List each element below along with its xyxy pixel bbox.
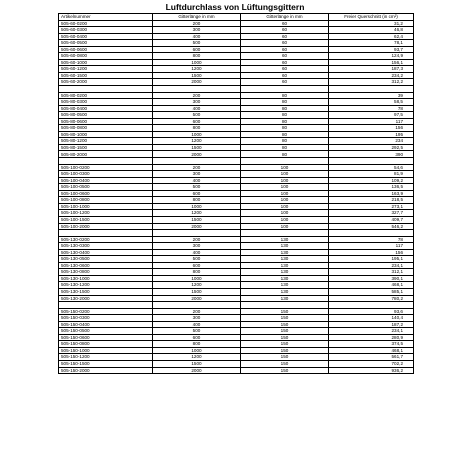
cell-grid-width: 80 bbox=[241, 131, 329, 138]
cell-grid-width: 130 bbox=[241, 262, 329, 269]
cell-grid-width: 150 bbox=[241, 354, 329, 361]
cell-free-cross-section: 31,2 bbox=[329, 20, 414, 27]
cell-grid-width: 80 bbox=[241, 92, 329, 99]
page-title: Luftdurchlass von Lüftungsgittern bbox=[165, 2, 305, 12]
cell-grid-width: 100 bbox=[241, 171, 329, 178]
cell-grid-length: 200 bbox=[153, 308, 241, 315]
cell-grid-length: 200 bbox=[153, 92, 241, 99]
cell-grid-width: 60 bbox=[241, 72, 329, 79]
cell-grid-length: 1200 bbox=[153, 282, 241, 289]
cell-free-cross-section: 156 bbox=[329, 249, 414, 256]
cell-grid-width: 80 bbox=[241, 138, 329, 145]
cell-article-number: 505-100-0400 bbox=[59, 177, 153, 184]
cell-free-cross-section: 163,9 bbox=[329, 190, 414, 197]
cell-free-cross-section: 546,2 bbox=[329, 223, 414, 230]
cell-grid-length: 1500 bbox=[153, 144, 241, 151]
cell-free-cross-section: 312,1 bbox=[329, 269, 414, 276]
cell-grid-width: 100 bbox=[241, 190, 329, 197]
cell-article-number: 505-100-1000 bbox=[59, 203, 153, 210]
cell-grid-width: 150 bbox=[241, 328, 329, 335]
cell-grid-length: 600 bbox=[153, 262, 241, 269]
cell-article-number: 505-130-0300 bbox=[59, 243, 153, 250]
cell-grid-width: 100 bbox=[241, 216, 329, 223]
cell-article-number: 505-130-0800 bbox=[59, 269, 153, 276]
cell-article-number: 505-130-1200 bbox=[59, 282, 153, 289]
cell-free-cross-section: 468,1 bbox=[329, 347, 414, 354]
cell-article-number: 505-130-1500 bbox=[59, 288, 153, 295]
cell-grid-width: 150 bbox=[241, 315, 329, 322]
cell-grid-width: 60 bbox=[241, 46, 329, 53]
cell-grid-length: 800 bbox=[153, 269, 241, 276]
cell-article-number: 505-60-0200 bbox=[59, 20, 153, 27]
cell-free-cross-section: 93,7 bbox=[329, 46, 414, 53]
cell-grid-width: 130 bbox=[241, 236, 329, 243]
cell-free-cross-section: 234,1 bbox=[329, 262, 414, 269]
cell-grid-width: 130 bbox=[241, 275, 329, 282]
cell-grid-length: 1500 bbox=[153, 288, 241, 295]
cell-free-cross-section: 156,1 bbox=[329, 59, 414, 66]
cell-grid-length: 1500 bbox=[153, 72, 241, 79]
cell-free-cross-section: 218,5 bbox=[329, 197, 414, 204]
cell-grid-length: 1000 bbox=[153, 203, 241, 210]
cell-grid-length: 2000 bbox=[153, 151, 241, 158]
cell-article-number: 505-60-0600 bbox=[59, 46, 153, 53]
cell-free-cross-section: 195,1 bbox=[329, 256, 414, 263]
cell-article-number: 505-60-1000 bbox=[59, 59, 153, 66]
cell-free-cross-section: 234 bbox=[329, 138, 414, 145]
cell-article-number: 505-60-0500 bbox=[59, 40, 153, 47]
cell-free-cross-section: 187,2 bbox=[329, 321, 414, 328]
cell-article-number: 505-60-1200 bbox=[59, 66, 153, 73]
cell-free-cross-section: 117 bbox=[329, 118, 414, 125]
cell-grid-length: 300 bbox=[153, 315, 241, 322]
cell-free-cross-section: 39 bbox=[329, 92, 414, 99]
cell-free-cross-section: 195 bbox=[329, 131, 414, 138]
cell-article-number: 505-130-1000 bbox=[59, 275, 153, 282]
cell-grid-width: 80 bbox=[241, 105, 329, 112]
cell-free-cross-section: 109,2 bbox=[329, 177, 414, 184]
cell-grid-width: 60 bbox=[241, 27, 329, 34]
cell-grid-length: 2000 bbox=[153, 295, 241, 302]
airflow-table bbox=[58, 13, 414, 374]
cell-grid-length: 2000 bbox=[153, 79, 241, 86]
cell-free-cross-section: 54,6 bbox=[329, 164, 414, 171]
cell-free-cross-section: 312,2 bbox=[329, 79, 414, 86]
cell-article-number: 505-60-1500 bbox=[59, 72, 153, 79]
table-row bbox=[59, 367, 414, 374]
cell-article-number: 505-150-2000 bbox=[59, 367, 153, 374]
cell-free-cross-section: 702,2 bbox=[329, 360, 414, 367]
cell-free-cross-section: 81,9 bbox=[329, 171, 414, 178]
header-grid-length-2: Gitterlänge in mm bbox=[241, 14, 329, 21]
cell-article-number: 505-80-0300 bbox=[59, 99, 153, 106]
table-body bbox=[59, 20, 414, 374]
cell-article-number: 505-60-0800 bbox=[59, 53, 153, 60]
cell-free-cross-section: 97,5 bbox=[329, 112, 414, 119]
cell-article-number: 505-150-0400 bbox=[59, 321, 153, 328]
cell-grid-width: 80 bbox=[241, 112, 329, 119]
cell-grid-length: 400 bbox=[153, 177, 241, 184]
cell-free-cross-section: 234,2 bbox=[329, 72, 414, 79]
cell-grid-width: 100 bbox=[241, 203, 329, 210]
cell-free-cross-section: 280,9 bbox=[329, 334, 414, 341]
cell-grid-width: 60 bbox=[241, 33, 329, 40]
cell-free-cross-section: 140,4 bbox=[329, 315, 414, 322]
cell-grid-length: 200 bbox=[153, 236, 241, 243]
cell-article-number: 505-80-1200 bbox=[59, 138, 153, 145]
cell-article-number: 505-60-0400 bbox=[59, 33, 153, 40]
cell-article-number: 505-150-0200 bbox=[59, 308, 153, 315]
cell-grid-length: 300 bbox=[153, 27, 241, 34]
cell-free-cross-section: 93,6 bbox=[329, 308, 414, 315]
cell-grid-width: 100 bbox=[241, 223, 329, 230]
cell-grid-length: 500 bbox=[153, 184, 241, 191]
cell-article-number: 505-100-2000 bbox=[59, 223, 153, 230]
cell-grid-width: 80 bbox=[241, 99, 329, 106]
cell-article-number: 505-100-0200 bbox=[59, 164, 153, 171]
cell-grid-width: 80 bbox=[241, 125, 329, 132]
cell-article-number: 505-130-2000 bbox=[59, 295, 153, 302]
cell-grid-width: 60 bbox=[241, 20, 329, 27]
cell-grid-length: 600 bbox=[153, 118, 241, 125]
cell-article-number: 505-150-0300 bbox=[59, 315, 153, 322]
cell-grid-width: 80 bbox=[241, 151, 329, 158]
cell-article-number: 505-80-1500 bbox=[59, 144, 153, 151]
cell-grid-width: 150 bbox=[241, 360, 329, 367]
cell-article-number: 505-150-0800 bbox=[59, 341, 153, 348]
cell-article-number: 505-100-1200 bbox=[59, 210, 153, 217]
cell-free-cross-section: 561,7 bbox=[329, 354, 414, 361]
cell-grid-length: 1000 bbox=[153, 131, 241, 138]
cell-grid-width: 80 bbox=[241, 144, 329, 151]
cell-article-number: 505-130-0500 bbox=[59, 256, 153, 263]
cell-free-cross-section: 374,5 bbox=[329, 341, 414, 348]
header-grid-length-1: Gitterlänge in mm bbox=[153, 14, 241, 21]
cell-grid-width: 60 bbox=[241, 79, 329, 86]
cell-grid-length: 500 bbox=[153, 40, 241, 47]
cell-grid-width: 60 bbox=[241, 66, 329, 73]
cell-grid-width: 60 bbox=[241, 53, 329, 60]
cell-grid-length: 1000 bbox=[153, 347, 241, 354]
cell-article-number: 505-60-2000 bbox=[59, 79, 153, 86]
cell-grid-length: 1200 bbox=[153, 66, 241, 73]
cell-free-cross-section: 78 bbox=[329, 105, 414, 112]
cell-article-number: 505-100-0800 bbox=[59, 197, 153, 204]
cell-grid-width: 130 bbox=[241, 256, 329, 263]
cell-article-number: 505-130-0400 bbox=[59, 249, 153, 256]
cell-grid-width: 60 bbox=[241, 40, 329, 47]
cell-grid-width: 150 bbox=[241, 308, 329, 315]
cell-article-number: 505-80-1000 bbox=[59, 131, 153, 138]
cell-free-cross-section: 187,3 bbox=[329, 66, 414, 73]
cell-grid-length: 300 bbox=[153, 99, 241, 106]
cell-grid-length: 500 bbox=[153, 112, 241, 119]
cell-grid-length: 200 bbox=[153, 164, 241, 171]
cell-free-cross-section: 780,2 bbox=[329, 295, 414, 302]
cell-grid-length: 1000 bbox=[153, 59, 241, 66]
cell-article-number: 505-100-1500 bbox=[59, 216, 153, 223]
cell-free-cross-section: 117 bbox=[329, 243, 414, 250]
cell-free-cross-section: 292,5 bbox=[329, 144, 414, 151]
cell-grid-length: 400 bbox=[153, 249, 241, 256]
cell-grid-length: 400 bbox=[153, 105, 241, 112]
header-free-cross-section: Freier Querschnitt (in cm²) bbox=[329, 14, 414, 21]
cell-grid-length: 300 bbox=[153, 171, 241, 178]
cell-article-number: 505-100-0300 bbox=[59, 171, 153, 178]
cell-grid-length: 600 bbox=[153, 190, 241, 197]
cell-grid-length: 800 bbox=[153, 125, 241, 132]
cell-grid-width: 130 bbox=[241, 269, 329, 276]
cell-grid-length: 400 bbox=[153, 321, 241, 328]
cell-grid-length: 2000 bbox=[153, 223, 241, 230]
cell-grid-length: 600 bbox=[153, 334, 241, 341]
cell-article-number: 505-80-0400 bbox=[59, 105, 153, 112]
cell-grid-width: 150 bbox=[241, 367, 329, 374]
cell-free-cross-section: 78,1 bbox=[329, 40, 414, 47]
cell-grid-length: 400 bbox=[153, 33, 241, 40]
cell-free-cross-section: 136,5 bbox=[329, 184, 414, 191]
cell-free-cross-section: 46,8 bbox=[329, 27, 414, 34]
cell-article-number: 505-100-0500 bbox=[59, 184, 153, 191]
cell-free-cross-section: 468,1 bbox=[329, 282, 414, 289]
cell-free-cross-section: 327,7 bbox=[329, 210, 414, 217]
cell-free-cross-section: 156 bbox=[329, 125, 414, 132]
cell-free-cross-section: 585,1 bbox=[329, 288, 414, 295]
cell-grid-width: 150 bbox=[241, 341, 329, 348]
cell-grid-width: 150 bbox=[241, 347, 329, 354]
cell-grid-length: 500 bbox=[153, 328, 241, 335]
cell-free-cross-section: 409,7 bbox=[329, 216, 414, 223]
cell-grid-length: 600 bbox=[153, 46, 241, 53]
cell-grid-width: 100 bbox=[241, 177, 329, 184]
cell-grid-length: 2000 bbox=[153, 367, 241, 374]
cell-grid-width: 130 bbox=[241, 295, 329, 302]
cell-article-number: 505-100-0600 bbox=[59, 190, 153, 197]
cell-grid-length: 800 bbox=[153, 53, 241, 60]
cell-free-cross-section: 273,1 bbox=[329, 203, 414, 210]
cell-free-cross-section: 124,9 bbox=[329, 53, 414, 60]
cell-article-number: 505-80-0600 bbox=[59, 118, 153, 125]
cell-grid-width: 130 bbox=[241, 288, 329, 295]
cell-article-number: 505-80-2000 bbox=[59, 151, 153, 158]
cell-free-cross-section: 390,1 bbox=[329, 275, 414, 282]
cell-grid-length: 1500 bbox=[153, 360, 241, 367]
cell-article-number: 505-150-1200 bbox=[59, 354, 153, 361]
cell-free-cross-section: 58,5 bbox=[329, 99, 414, 106]
cell-grid-length: 800 bbox=[153, 341, 241, 348]
cell-grid-width: 80 bbox=[241, 118, 329, 125]
cell-article-number: 505-80-0500 bbox=[59, 112, 153, 119]
cell-article-number: 505-150-0600 bbox=[59, 334, 153, 341]
cell-grid-width: 130 bbox=[241, 243, 329, 250]
header-article-number: Artikelnummer bbox=[59, 14, 153, 21]
cell-grid-length: 500 bbox=[153, 256, 241, 263]
cell-grid-length: 800 bbox=[153, 197, 241, 204]
cell-article-number: 505-150-1000 bbox=[59, 347, 153, 354]
cell-grid-length: 1000 bbox=[153, 275, 241, 282]
cell-free-cross-section: 78 bbox=[329, 236, 414, 243]
cell-article-number: 505-80-0200 bbox=[59, 92, 153, 99]
cell-grid-length: 1200 bbox=[153, 210, 241, 217]
cell-grid-length: 1200 bbox=[153, 354, 241, 361]
cell-free-cross-section: 936,2 bbox=[329, 367, 414, 374]
cell-article-number: 505-150-1500 bbox=[59, 360, 153, 367]
cell-free-cross-section: 62,4 bbox=[329, 33, 414, 40]
cell-grid-width: 60 bbox=[241, 59, 329, 66]
cell-grid-width: 100 bbox=[241, 197, 329, 204]
cell-grid-width: 130 bbox=[241, 249, 329, 256]
cell-grid-length: 1200 bbox=[153, 138, 241, 145]
cell-article-number: 505-130-0200 bbox=[59, 236, 153, 243]
cell-grid-length: 200 bbox=[153, 20, 241, 27]
cell-article-number: 505-150-0500 bbox=[59, 328, 153, 335]
cell-free-cross-section: 390 bbox=[329, 151, 414, 158]
cell-article-number: 505-130-0600 bbox=[59, 262, 153, 269]
cell-grid-length: 300 bbox=[153, 243, 241, 250]
cell-grid-length: 1500 bbox=[153, 216, 241, 223]
cell-grid-width: 150 bbox=[241, 334, 329, 341]
cell-grid-width: 100 bbox=[241, 164, 329, 171]
cell-grid-width: 150 bbox=[241, 321, 329, 328]
cell-free-cross-section: 234,1 bbox=[329, 328, 414, 335]
cell-grid-width: 100 bbox=[241, 210, 329, 217]
cell-article-number: 505-80-0800 bbox=[59, 125, 153, 132]
cell-grid-width: 100 bbox=[241, 184, 329, 191]
cell-article-number: 505-60-0300 bbox=[59, 27, 153, 34]
cell-grid-width: 130 bbox=[241, 282, 329, 289]
